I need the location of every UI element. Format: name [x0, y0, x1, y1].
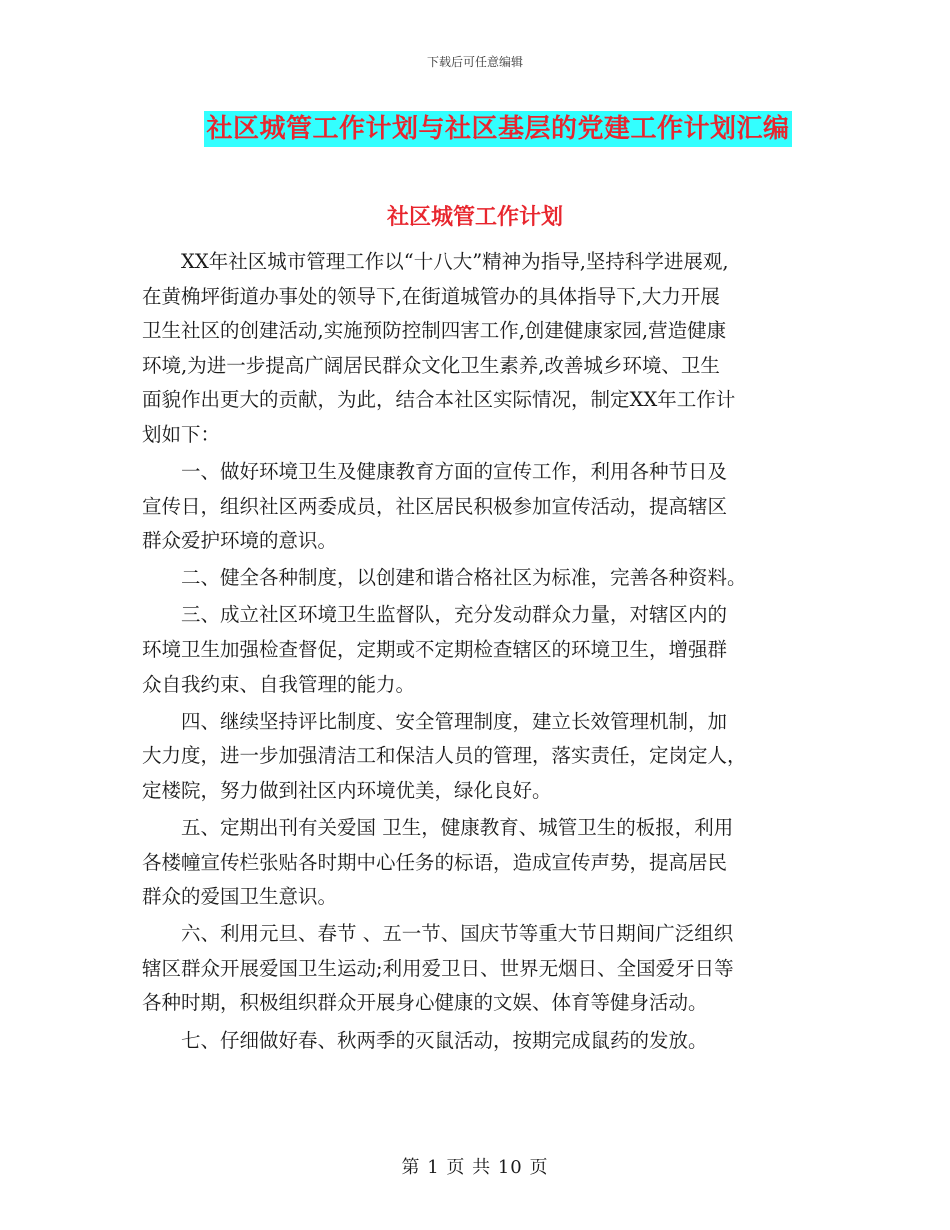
- text-line: 辖区群众开展爱国卫生运动;利用爱卫日、世界无烟日、全国爱牙日等: [142, 956, 734, 980]
- text-line: 六、利用元旦、春节 、五一节、国庆节等重大节日期间广泛组织: [142, 922, 734, 946]
- text-line: 群众的爱国卫生意识。: [142, 885, 338, 909]
- text-line: 在黄桷坪街道办事处的领导下,在街道城管办的具体指导下,大力开展: [142, 284, 720, 308]
- text-line: 各种时期，积极组织群众开展身心健康的文娱、体育等健身活动。: [142, 991, 708, 1015]
- section-title: 社区城管工作计划: [386, 204, 563, 230]
- text-line: 划如下：: [142, 422, 221, 446]
- paragraph-item-7: [142, 1024, 812, 1059]
- text-line: 三、成立社区环境卫生监督队，充分发动群众力量，对辖区内的: [142, 603, 728, 627]
- paragraph-item-6: [142, 917, 812, 1021]
- text-line: XX年社区城市管理工作以“十八大”精神为指导,坚持科学进展观,: [142, 250, 729, 273]
- text-line: 环境卫生加强检查督促，定期或不定期检查辖区的环境卫生，增强群: [142, 638, 728, 662]
- paragraph-item-2: [142, 561, 812, 596]
- page-number: 第 1 页 共 10 页: [401, 1157, 549, 1178]
- text-line: 二、健全各种制度，以创建和谐合格社区为标准，完善各种资料。: [142, 566, 747, 590]
- text-line: 宣传日，组织社区两委成员，社区居民积极参加宣传活动，提高辖区: [142, 494, 728, 518]
- text-line: 众自我约束、自我管理的能力。: [142, 672, 416, 696]
- paragraph-item-4: [142, 705, 812, 809]
- text-line: 定楼院，努力做到社区内环境优美，绿化良好。: [142, 778, 552, 802]
- paragraph-item-5: [142, 811, 812, 915]
- paragraph-intro: [142, 245, 812, 453]
- text-line: 五、定期出刊有关爱国 卫生，健康教育、城管卫生的板报，利用: [142, 816, 734, 839]
- text-line: 面貌作出更大的贡献，为此，结合本社区实际情况，制定XX年工作计: [142, 388, 736, 412]
- text-line: 大力度，进一步加强清洁工和保洁人员的管理，落实责任，定岗定人，: [142, 744, 747, 768]
- header-note: 下载后可任意编辑: [426, 55, 523, 69]
- main-title: 社区城管工作计划与社区基层的党建工作计划汇编: [204, 111, 791, 147]
- text-line: 群众爱护环境的意识。: [142, 529, 338, 553]
- paragraph-item-3: [142, 598, 812, 702]
- paragraph-item-1: [142, 455, 812, 559]
- text-line: 一、做好环境卫生及健康教育方面的宣传工作，利用各种节日及: [142, 460, 728, 484]
- text-line: 环境,为进一步提高广阔居民群众文化卫生素养,改善城乡环境、卫生: [142, 353, 720, 377]
- text-line: 卫生社区的创建活动,实施预防控制四害工作,创建健康家园,营造健康: [142, 319, 727, 343]
- document-body: [142, 245, 812, 1058]
- text-line: 七、仔细做好春、秋两季的灭鼠活动，按期完成鼠药的发放。: [142, 1028, 708, 1052]
- main-title-container: [0, 111, 950, 147]
- text-line: 各楼幢宣传栏张贴各时期中心任务的标语，造成宣传声势，提高居民: [142, 850, 728, 874]
- text-line: 四、继续坚持评比制度、安全管理制度，建立长效管理机制，加: [142, 709, 728, 733]
